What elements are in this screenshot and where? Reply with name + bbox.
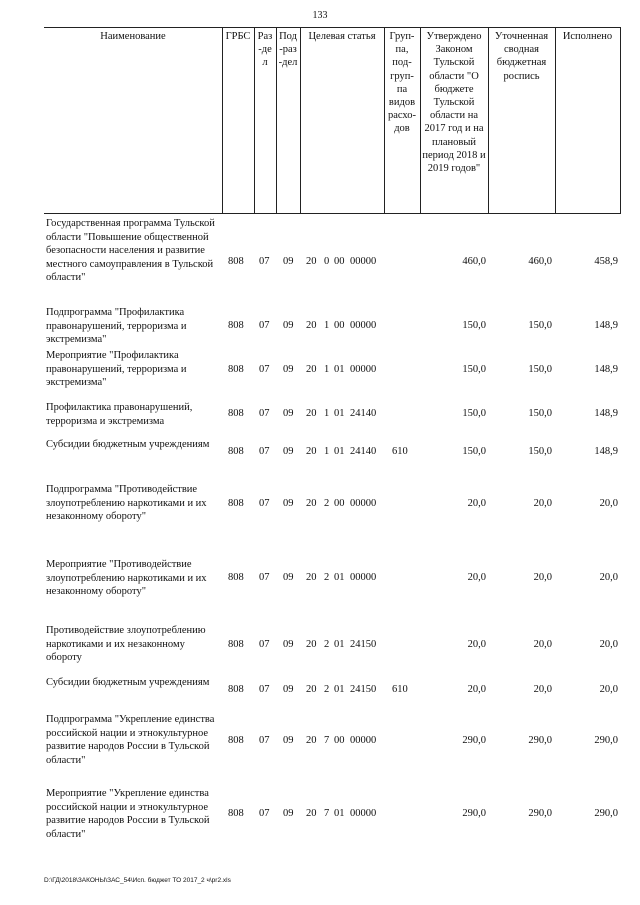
row-podrazdel: 09 (283, 256, 294, 267)
row-target-event: 01 (334, 364, 345, 375)
row-executed: 148,9 (594, 446, 618, 457)
row-razdel: 07 (259, 408, 270, 419)
row-podrazdel: 09 (283, 808, 294, 819)
row-target-program: 20 (306, 639, 317, 650)
row-grbs: 808 (228, 639, 244, 650)
row-podrazdel: 09 (283, 408, 294, 419)
row-approved: 460,0 (462, 256, 486, 267)
row-razdel: 07 (259, 639, 270, 650)
row-name: Государственная программа Тульской области "Повышение общественной безопасности населения и развитие местного самоуправления в Тульской области" (46, 218, 215, 283)
row-approved: 290,0 (462, 808, 486, 819)
row-target-event: 01 (334, 446, 345, 457)
row-grbs: 808 (228, 572, 244, 583)
row-target-subprogram: 2 (324, 498, 330, 509)
row-target-program: 20 (306, 735, 317, 746)
row-refined: 290,0 (528, 735, 552, 746)
row-target-subprogram: 2 (324, 572, 330, 583)
row-grbs: 808 (228, 446, 244, 457)
row-target-event: 01 (334, 684, 345, 695)
row-target-event: 00 (334, 320, 345, 331)
row-razdel: 07 (259, 684, 270, 695)
column-divider (555, 27, 556, 214)
row-target-direction: 00000 (350, 498, 377, 509)
row-name: Субсидии бюджетным учреждениям (46, 439, 210, 450)
row-target-program: 20 (306, 446, 317, 457)
column-divider (420, 27, 421, 214)
header-name: Наименование (44, 27, 222, 214)
row-approved: 150,0 (462, 446, 486, 457)
row-razdel: 07 (259, 572, 270, 583)
row-refined: 20,0 (533, 498, 552, 509)
row-name: Подпрограмма "Противодействие злоупотреблению наркотиками и их незаконному обороту" (46, 484, 207, 522)
column-divider (384, 27, 385, 214)
header-razdel: Раз-дел (254, 27, 276, 214)
row-target-event: 01 (334, 408, 345, 419)
page-number: 133 (312, 10, 328, 21)
row-executed: 20,0 (599, 572, 618, 583)
row-target-program: 20 (306, 808, 317, 819)
row-group: 610 (392, 684, 408, 695)
row-target-direction: 24150 (350, 639, 377, 650)
row-refined: 290,0 (528, 808, 552, 819)
row-target-subprogram: 1 (324, 364, 330, 375)
row-approved: 150,0 (462, 364, 486, 375)
row-executed: 20,0 (599, 684, 618, 695)
row-podrazdel: 09 (283, 684, 294, 695)
row-approved: 150,0 (462, 320, 486, 331)
row-grbs: 808 (228, 256, 244, 267)
row-razdel: 07 (259, 446, 270, 457)
row-target-program: 20 (306, 684, 317, 695)
row-approved: 20,0 (467, 498, 486, 509)
row-refined: 150,0 (528, 364, 552, 375)
row-target-direction: 00000 (350, 364, 377, 375)
row-target-program: 20 (306, 572, 317, 583)
header-target: Целевая статья (300, 27, 384, 214)
row-grbs: 808 (228, 364, 244, 375)
row-name: Подпрограмма "Укрепление единства российской нации и этнокультурное развитие народов России в Тульской области" (46, 714, 215, 766)
row-target-subprogram: 7 (324, 735, 330, 746)
row-target-direction: 24140 (350, 446, 377, 457)
row-refined: 150,0 (528, 408, 552, 419)
row-podrazdel: 09 (283, 364, 294, 375)
row-executed: 148,9 (594, 320, 618, 331)
row-target-direction: 00000 (350, 256, 377, 267)
row-target-event: 00 (334, 735, 345, 746)
row-podrazdel: 09 (283, 735, 294, 746)
row-target-direction: 24140 (350, 408, 377, 419)
row-podrazdel: 09 (283, 320, 294, 331)
row-target-direction: 00000 (350, 808, 377, 819)
row-target-program: 20 (306, 256, 317, 267)
row-refined: 150,0 (528, 320, 552, 331)
row-podrazdel: 09 (283, 572, 294, 583)
row-razdel: 07 (259, 364, 270, 375)
row-name: Противодействие злоупотреблению наркотиками и их незаконному обороту (46, 625, 206, 663)
row-executed: 148,9 (594, 364, 618, 375)
row-refined: 20,0 (533, 684, 552, 695)
row-name: Подпрограмма "Профилактика правонарушений, терроризма и экстремизма" (46, 307, 187, 345)
row-target-direction: 24150 (350, 684, 377, 695)
row-podrazdel: 09 (283, 498, 294, 509)
row-target-event: 01 (334, 639, 345, 650)
row-name: Мероприятие "Противодействие злоупотреблению наркотиками и их незаконному обороту" (46, 559, 207, 597)
row-target-subprogram: 1 (324, 320, 330, 331)
row-target-program: 20 (306, 320, 317, 331)
row-grbs: 808 (228, 735, 244, 746)
row-razdel: 07 (259, 498, 270, 509)
column-divider (276, 27, 277, 214)
row-refined: 20,0 (533, 639, 552, 650)
row-refined: 150,0 (528, 446, 552, 457)
row-target-direction: 00000 (350, 572, 377, 583)
row-executed: 20,0 (599, 639, 618, 650)
row-name: Профилактика правонарушений, терроризма и экстремизма (46, 402, 193, 427)
row-name: Мероприятие "Профилактика правонарушений, терроризма и экстремизма" (46, 350, 187, 388)
row-executed: 290,0 (594, 735, 618, 746)
row-razdel: 07 (259, 320, 270, 331)
row-name: Мероприятие "Укрепление единства российской нации и этнокультурное развитие народов России в Тульской области" (46, 788, 210, 840)
row-grbs: 808 (228, 498, 244, 509)
column-divider (620, 27, 621, 214)
row-target-subprogram: 2 (324, 684, 330, 695)
row-refined: 20,0 (533, 572, 552, 583)
row-refined: 460,0 (528, 256, 552, 267)
row-executed: 290,0 (594, 808, 618, 819)
header-refined: Уточненная сводная бюджетная роспись (488, 27, 555, 214)
row-approved: 20,0 (467, 639, 486, 650)
column-divider (254, 27, 255, 214)
row-target-subprogram: 0 (324, 256, 330, 267)
header-executed: Исполнено (555, 27, 620, 214)
row-razdel: 07 (259, 808, 270, 819)
row-grbs: 808 (228, 320, 244, 331)
row-name: Субсидии бюджетным учреждениям (46, 677, 210, 688)
row-target-subprogram: 1 (324, 408, 330, 419)
column-divider (488, 27, 489, 214)
row-target-subprogram: 2 (324, 639, 330, 650)
row-podrazdel: 09 (283, 446, 294, 457)
row-executed: 148,9 (594, 408, 618, 419)
header-grbs: ГРБС (222, 27, 254, 214)
row-target-direction: 00000 (350, 320, 377, 331)
row-approved: 150,0 (462, 408, 486, 419)
row-group: 610 (392, 446, 408, 457)
header-approved: Утверждено Законом Тульской области "О бюджете Тульской области на 2017 год и на плановый период 2018 и 2019 годов" (420, 27, 488, 214)
row-target-event: 01 (334, 572, 345, 583)
row-grbs: 808 (228, 808, 244, 819)
row-target-subprogram: 1 (324, 446, 330, 457)
row-podrazdel: 09 (283, 639, 294, 650)
row-target-program: 20 (306, 498, 317, 509)
row-approved: 20,0 (467, 572, 486, 583)
row-target-event: 01 (334, 808, 345, 819)
row-grbs: 808 (228, 684, 244, 695)
row-executed: 458,9 (594, 256, 618, 267)
header-podrazdel: Под-раз-дел (276, 27, 300, 214)
row-target-program: 20 (306, 408, 317, 419)
row-grbs: 808 (228, 408, 244, 419)
row-target-subprogram: 7 (324, 808, 330, 819)
row-target-event: 00 (334, 498, 345, 509)
row-target-event: 00 (334, 256, 345, 267)
file-path-footer: D:\ГД\2018\ЗАКОНЫ\ЗАС_54\Исп. бюджет ТО 2017_2 ч\pr2.xls (44, 877, 231, 884)
row-executed: 20,0 (599, 498, 618, 509)
header-group: Груп-па, под-груп-па видов расхо-дов (384, 27, 420, 214)
column-divider (300, 27, 301, 214)
row-approved: 20,0 (467, 684, 486, 695)
row-target-program: 20 (306, 364, 317, 375)
row-razdel: 07 (259, 256, 270, 267)
row-approved: 290,0 (462, 735, 486, 746)
column-divider (222, 27, 223, 214)
row-target-direction: 00000 (350, 735, 377, 746)
row-razdel: 07 (259, 735, 270, 746)
